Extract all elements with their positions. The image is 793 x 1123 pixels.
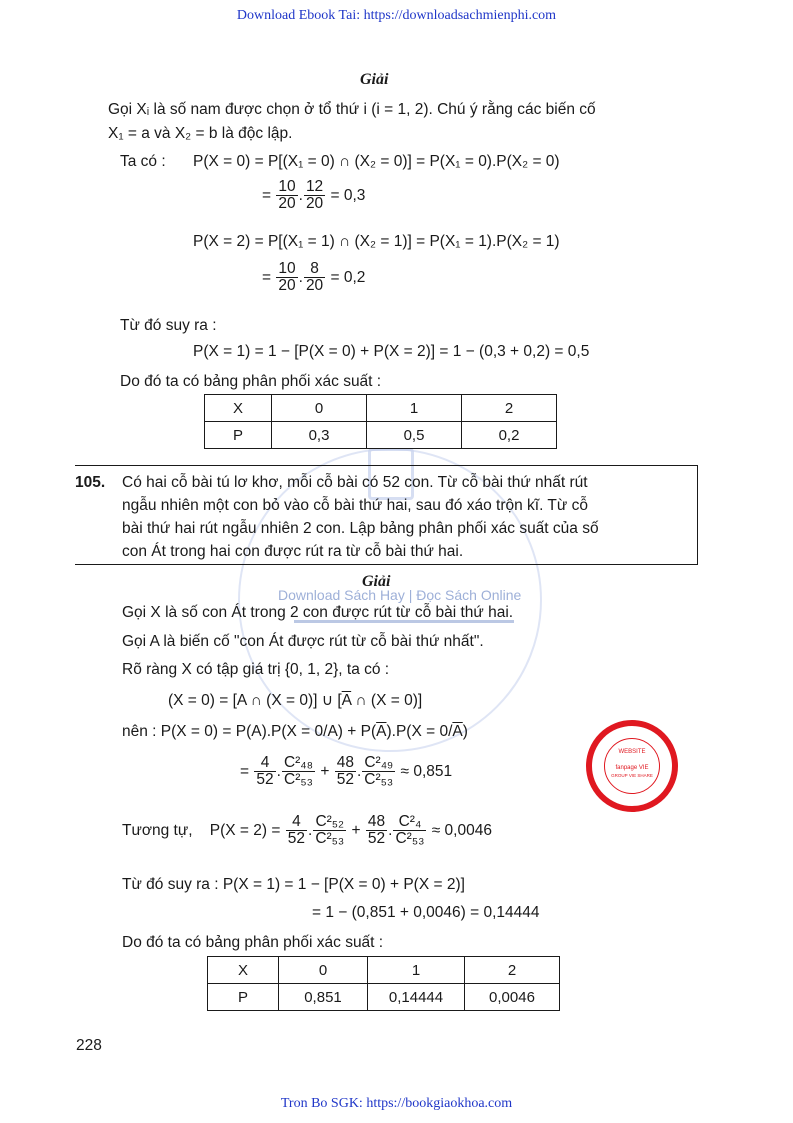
solution2-eq-a: (X = 0) = [A ∩ (X = 0)] ∪ [$\overline{A}$ ∩ (X = 0)] bbox=[168, 692, 423, 709]
solution1-taco: Ta có : bbox=[120, 153, 166, 170]
stamp-text-group: GROUP VIE SHARE bbox=[611, 773, 653, 778]
table1-x-label: X bbox=[205, 395, 272, 422]
solution1-eq1: P(X = 0) = P[(X₁ = 0) ∩ (X₂ = 0)] = P(X₁ = 0).P(X₂ = 0) bbox=[193, 153, 560, 170]
solution1-eq2: P(X = 2) = P[(X₁ = 1) ∩ (X₂ = 1)] = P(X₁ = 1).P(X₂ = 1) bbox=[193, 233, 560, 250]
distribution-table-2 bbox=[207, 956, 560, 1011]
solution2-eq-f: = 1 − (0,851 + 0,0046) = 0,14444 bbox=[312, 904, 540, 921]
solution1-intro-1: Gọi Xᵢ là số nam được chọn ở tổ thứ i (i = 1, 2). Chú ý rằng các biến cố bbox=[108, 101, 596, 118]
table2-p-cell: 0,851 bbox=[279, 984, 368, 1011]
solution1-suyra: Từ đó suy ra : bbox=[120, 317, 217, 334]
watermark-text: Download Sách Hay | Đọc Sách Online bbox=[278, 587, 522, 603]
table2-p-cell: 0,14444 bbox=[368, 984, 465, 1011]
distribution-table-1 bbox=[204, 394, 557, 449]
table1-p-label: P bbox=[205, 422, 272, 449]
table1-x-cell: 0 bbox=[272, 395, 367, 422]
solution2-eq-c: = $\frac{4}{52}$ . $\frac{\text{C²₄₈}}{\text{C²₅₃}}$ + $\frac{48}{52}$ . $\frac{\text{C²₄₉}}{\text{C²₅₃}}$ ≈ 0,851 bbox=[240, 754, 453, 789]
solution1-heading: Giải bbox=[360, 71, 389, 88]
stamp-text-fanpage: fanpage VIE bbox=[615, 765, 649, 771]
solution2-line-1: Gọi X là số con Át trong 2 con được rút từ cỗ bài thứ hai. bbox=[122, 604, 514, 621]
table2-x-label: X bbox=[208, 957, 279, 984]
table2-p-label: P bbox=[208, 984, 279, 1011]
table2-p-cell: 0,0046 bbox=[465, 984, 560, 1011]
problem-line-2: ngẫu nhiên một con bỏ vào cỗ bài thứ hai, sau đó xáo trộn kĩ. Từ cỗ bbox=[122, 497, 588, 514]
table1-p-cell: 0,2 bbox=[462, 422, 557, 449]
solution2-line-3: Rõ ràng X có tập giá trị {0, 1, 2}, ta có : bbox=[122, 661, 390, 678]
table1-x-cell: 1 bbox=[367, 395, 462, 422]
header-link[interactable]: Download Ebook Tai: https://downloadsachmienphi.com bbox=[236, 8, 557, 23]
problem-line-4: con Át trong hai con được rút ra từ cỗ bài thứ hai. bbox=[122, 543, 464, 560]
stamp-inner-ring bbox=[604, 738, 660, 794]
stamp-seal bbox=[586, 720, 678, 812]
solution2-eq-e: Từ đó suy ra : P(X = 1) = 1 − [P(X = 0) + P(X = 2)] bbox=[122, 876, 465, 893]
solution1-eq1b: = $\frac{10}{20}$ . $\frac{12}{20}$ = 0,3 bbox=[262, 178, 366, 213]
problem-line-3: bài thứ hai rút ngẫu nhiên 2 con. Lập bảng phân phối xác suất của số bbox=[122, 520, 599, 537]
solution2-eq-b: nên : $P(X = 0) = P(A).P(X = 0/A) + P(\overline{A}).P(X = 0/\overline{A})$ bbox=[122, 723, 468, 740]
solution2-eq-d: Tương tự, P(X = 2) = $\frac{4}{52}$ . $\frac{\text{C²₅₂}}{\text{C²₅₃}}$ + $\frac{48}{52}$ . $\frac{\text{C²₄}}{\text{C²₅₃}}$ ≈ 0,0046 bbox=[122, 813, 492, 848]
solution2-line-2: Gọi A là biến cố "con Át được rút từ cỗ bài thứ nhất". bbox=[122, 633, 484, 650]
table2-x-cell: 2 bbox=[465, 957, 560, 984]
footer-link[interactable]: Tron Bo SGK: https://bookgiaokhoa.com bbox=[280, 1096, 513, 1111]
solution2-dodo: Do đó ta có bảng phân phối xác suất : bbox=[122, 934, 384, 951]
table1-p-cell: 0,5 bbox=[367, 422, 462, 449]
solution1-intro-2: X₁ = a và X₂ = b là độc lập. bbox=[108, 125, 293, 142]
table1-x-cell: 2 bbox=[462, 395, 557, 422]
table1-p-cell: 0,3 bbox=[272, 422, 367, 449]
problem-line-1: Có hai cỗ bài tú lơ khơ, mỗi cỗ bài có 52 con. Từ cỗ bài thứ nhất rút bbox=[122, 474, 588, 491]
table2-x-cell: 0 bbox=[279, 957, 368, 984]
solution1-eq3: P(X = 1) = 1 − [P(X = 0) + P(X = 2)] = 1 − (0,3 + 0,2) = 0,5 bbox=[193, 343, 590, 360]
table2-x-cell: 1 bbox=[368, 957, 465, 984]
solution2-heading: Giải bbox=[362, 573, 391, 590]
stamp-text-website: WEBSITE bbox=[618, 749, 646, 755]
solution1-eq2b: = $\frac{10}{20}$ . $\frac{8}{20}$ = 0,2 bbox=[262, 260, 366, 295]
page-number: 228 bbox=[76, 1037, 102, 1054]
solution1-dodo: Do đó ta có bảng phân phối xác suất : bbox=[120, 373, 382, 390]
problem-number: 105. bbox=[75, 474, 106, 491]
